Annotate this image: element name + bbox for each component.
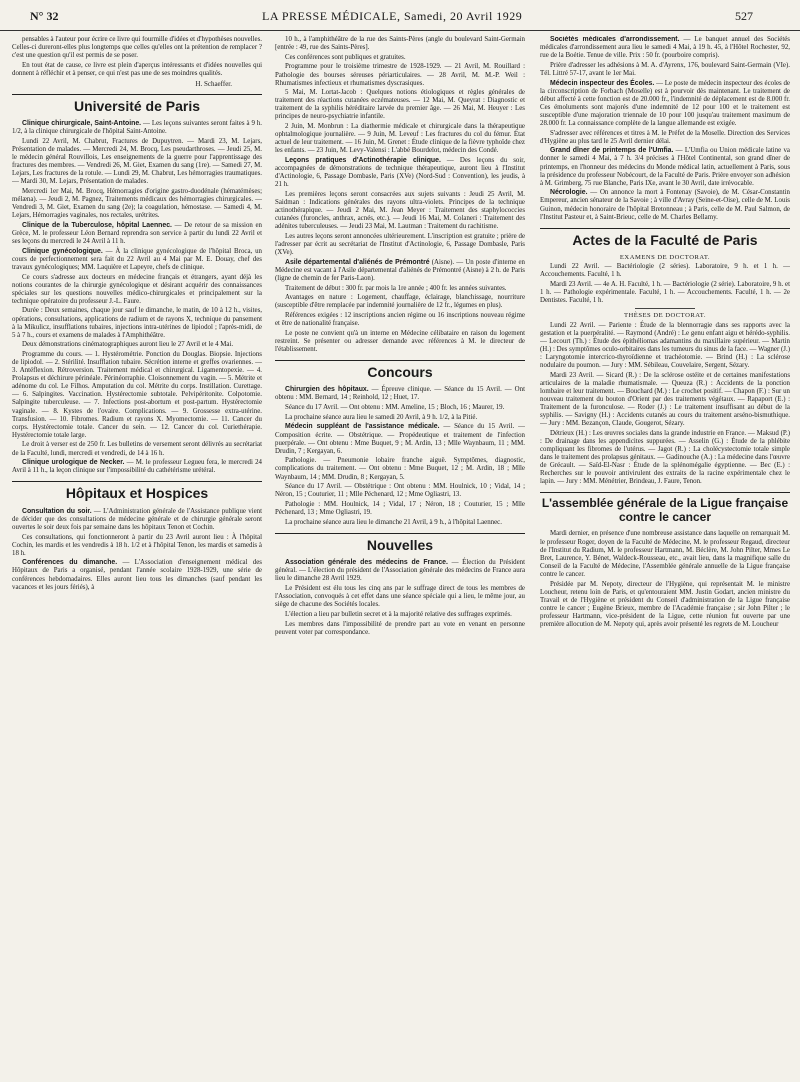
signature: H. Schaeffer.	[195, 79, 232, 88]
news-item	[12, 341, 262, 349]
assemblee-text	[540, 530, 790, 629]
item-text: — À la clinique gynécologique de l'hôpital Broca, un cours de perfectionnement sera fait du 22 Avril au 4 Mai par M. E. Douay, chef des travaux gynécologiques; MM. Laquière et Lapeyre, chefs de clinique.	[12, 247, 262, 271]
news-item	[275, 483, 525, 499]
news-item	[275, 404, 525, 412]
item-text: Les premières leçons seront consacrées aux sujets suivants : Jeudi 25 Avril, M. Saidman : Indications générales des rayons ultra-violets. Principes de la technique actinothérapique. — Jeudi 2 Mai, M. Jean Meyer : Traitement des staphylococcies cutanées (furoncles, anthrax, acnés, etc.). — Jeudi 16 Mai, M. Colaneri : Traitement des adénites tuberculeuses. — Jeudi 23 Mai, M. Lautman : Traitement du rachitisme.	[275, 190, 525, 231]
news-item	[12, 274, 262, 306]
column-right	[540, 36, 790, 1076]
section-title-nouvelles: Nouvelles	[275, 533, 525, 553]
news-item	[275, 285, 525, 293]
news-item	[12, 534, 262, 558]
item-text: — Les leçons suivantes seront faites à 9 h. 1/2, à la clinique chirurgicale de l'hôpital Saint-Antoine.	[12, 120, 262, 136]
these-entry: Détrieux (H.) : Les œuvres sociales dans la grande industrie en France. — Maksud (P.) : De drainage dans les appendicites suppurées. — Asselin (G.) : Étude de la phlébite compliquant les fibromes de l'utérus. — Jagot (R.) : La cholécystectomie totale simple dans le traitement des prolapsus génitaux. — Gadinouche (A.) : La médecine dans l'œuvre de Grécault. — Saïd-El-Nasr : Étude de la splénomégalie égyptienne. — Bec (E.) : Recherches sur le pouvoir antivirulent des extraits de la racine expérimentale chez le lapin. — Jury : MM. Ménétrier, Brindeau, J. Faure, Tenon.	[540, 429, 790, 486]
these-entry: Mardi 23 Avril. — Sicard (R.) : De la sclérose ostéite et de certaines manifestations articulaires de la maladie rhumatismale. — Queuza (R.) : Accidents de la ponction lombaire et leur traitement. — Bouchard (M.) : Le crochet positif. — Chapon (F.) : Sur un nouveau traitement du bouton d'Orient par des traitements végétaux. — Rapaport (E.) : Traitement de la furonculose. — Roder (J.) : Le traitement insuffisant au début de la syphilis. — Savigny (H.) : Accidents cutanés au cours du traitement arséno-bismuthique. — Jury : MM. Bezançon, Claude, Gougerot, Sézary.	[540, 371, 790, 428]
item-heading: Grand dîner de printemps de l'Umfia.	[550, 147, 674, 155]
item-heading: Asile départemental d'aliénés de Prémontré	[285, 258, 430, 266]
page-number: 527	[735, 9, 753, 23]
news-item	[12, 559, 262, 591]
theses-list	[540, 322, 790, 487]
news-item	[12, 248, 262, 272]
item-text: Traitement de début : 300 fr. par mois la 1re année ; 400 fr. les années suivantes.	[285, 284, 507, 292]
news-item	[275, 386, 525, 402]
item-text: La prochaine séance aura lieu le samedi 20 Avril, à 9 h. 1/2, à la Pitié.	[285, 413, 478, 421]
item-text: — On annonce la mort à Fontenay (Savoie), de M. César-Constantin Empereur, ancien sénateur de la Savoie ; à ville d'Avray (Seine-et-Oise), celle de M. Louis Guinon, médecin honoraire de l'hôpital Bretonneau ; à Paris, celle de M. Paul Salmon, de l'Institut Pasteur et, à Saint-Brieuc, celle de M. Charles Bellamy.	[540, 189, 790, 221]
section-title-assemblee: L'assemblée générale de la Ligue française contre le cancer	[540, 492, 790, 524]
news-item	[12, 508, 262, 532]
news-item	[275, 611, 525, 619]
news-item	[275, 519, 525, 527]
examens-label: EXAMENS DE DOCTORAT.	[619, 254, 711, 262]
item-text: S'adresser avec références et titres à M. le Préfet de la Moselle. Direction des Services d'Hygiène au plus tard le 25 Avril dernier délai.	[540, 129, 790, 145]
item-text: Ce cours s'adresse aux docteurs en médecine français et étrangers, ayant déjà les notions courantes de la chirurgie gynécologique et désirant acquérir des connaissances spéciales sur les questions nouvelles médico-chirurgicales et principalement sur la technique opératoire du professeur J.-L. Faure.	[12, 273, 262, 305]
item-text: Lundi 22 Avril, M. Chabrut, Fractures de Dupuytren. — Mardi 23, M. Lejars, Présentation de malades. — Mercredi 24, M. Brocq, Les pseudarthroses. — Jeudi 25, M. le médecin général Rouvillois, Les enseignements de la guerre pour l'apprentissage des fractures des membres. — Vendredi 26, M. Giet, Examen du sang (1re). — Samedi 27, M. Lejars, Les fractures de la rotule. — Lundi 29, M. Chabrut, Les hémorragies traumatiques. — Mardi 30, M. Lejars, Présentation de malades.	[12, 137, 262, 186]
item-text: Prière d'adresser les adhésions à M. A. d'Ayrenx, 176, boulevard Saint-Germain (VIe). Tél. Littré 57-17, avant le 1er Mai.	[540, 61, 790, 77]
section-title-actes: Actes de la Faculté de Paris	[540, 228, 790, 248]
item-heading: Nécrologie.	[550, 189, 588, 197]
item-heading: Consultation du soir.	[22, 507, 92, 515]
item-text: Les membres dans l'impossibilité de prendre part au vote en venant en personne peuvent voter par correspondance.	[275, 620, 525, 636]
news-item	[12, 351, 262, 440]
right-items	[540, 36, 790, 222]
news-item	[12, 120, 262, 136]
news-item	[12, 307, 262, 339]
concours-items	[275, 386, 525, 526]
item-text: Séance du 17 Avril. — Ont obtenu : MM. Ameline, 15 ; Bloch, 16 ; Maurer, 19.	[285, 404, 505, 412]
exam-entry: Lundi 22 Avril. — Bactériologie (2 séries). Laboratoire, 9 h. et 1 h. — Accouchements. Faculté, 1 h.	[540, 263, 790, 279]
news-item	[540, 62, 790, 78]
item-heading: Chirurgien des hôpitaux.	[285, 386, 369, 394]
column-middle	[275, 36, 525, 1076]
item-heading: Sociétés médicales d'arrondissement.	[550, 36, 680, 43]
section-title-hopitaux: Hôpitaux et Hospices	[12, 481, 262, 501]
item-text: Le Président est élu tous les cinq ans par le suffrage direct de tous les membres de l'Association, convoqués à cet effet dans une séance spéciale qui a lieu, le même jour, au siège de chacune des Sociétés locales.	[275, 585, 525, 609]
nouvelles-items	[275, 559, 525, 636]
page-header	[0, 0, 800, 31]
news-item	[275, 330, 525, 354]
exams-list	[540, 263, 790, 305]
item-heading: Clinique de la Tuberculose, hôpital Laennec.	[22, 221, 172, 229]
news-item	[540, 80, 790, 128]
item-text: Références exigées : 12 inscriptions ancien régime ou 16 inscriptions nouveau régime et être de nationalité française.	[275, 312, 525, 328]
intro-text	[12, 36, 262, 78]
item-text: Ces consultations, qui fonctionneront à partir du 23 Avril auront lieu : À l'hôpital Cochin, les mardis et les vendredis à 18 h. 1/2 et à l'hôpital Tenon, les mardis et samedis à 18 h.	[12, 533, 262, 557]
paragraph: 10 h., à l'amphithéâtre de la rue des Saints-Pères (angle du boulevard Saint-Germain [entrée : 49, rue des Saints-Pères].	[275, 36, 525, 52]
item-text: — Épreuve clinique. — Séance du 15 Avril. — Ont obtenu : MM. Bernard, 14 ; Reinhold, 12 ; Huet, 17.	[275, 386, 525, 402]
item-text: L'élection a lieu par bulletin secret et à la majorité relative des suffrages exprimés.	[285, 610, 512, 618]
item-text: Le droit à verser est de 250 fr. Les bulletins de versement seront délivrés au secrétariat de la Faculté, lundi, mercredi et vendredi, de 14 à 16 h.	[12, 441, 262, 457]
news-item	[540, 130, 790, 146]
paragraph: 2 Juin, M. Monbrun : La diathermie médicale et chirurgicale dans la thérapeutique ophtalmologique journalière. — 9 Juin, M. Leveuf : Les fractures du col du fémur. État actuel de leur traitement. — 16 Juin, M. Grenet : Étude clinique de la fièvre typhoïde chez les enfants. — 23 Juin, M. Levy-Valensi : L'abbé Bourdelot, médecin des Condé.	[275, 123, 525, 155]
news-item	[540, 189, 790, 221]
news-item	[540, 147, 790, 187]
paragraph: pensables à l'auteur pour écrire ce livre qui fourmille d'idées et d'hypothèses nouvelles. Celles-ci dureront-elles plus longtemps que celles qu'elles ont la prétention de remplacer ? c'est une question qu'il est permis de se poser.	[12, 36, 262, 60]
news-item	[275, 294, 525, 310]
universite-items	[12, 120, 262, 475]
news-item	[12, 188, 262, 220]
section-title-universite: Université de Paris	[12, 94, 262, 114]
section-title-concours: Concours	[275, 360, 525, 380]
item-text: — L'Association d'enseignement médical des Hôpitaux de Paris a organisé, pendant l'année scolaire 1928-1929, une série de conférences hebdomadaires. Elles auront lieu tous les dimanches (sauf pendant les vacances et les jours fériés), à	[12, 559, 262, 591]
news-item	[275, 423, 525, 455]
item-text: La prochaine séance aura lieu le dimanche 21 Avril, à 9 h., à l'hôpital Laennec.	[285, 518, 502, 526]
paragraph: Mardi dernier, en présence d'une nombreuse assistance dans laquelle on remarquait M. le professeur Roger, doyen de la Faculté de Médecine, M. le professeur Regaud, directeur de l'Institut du Radium, M. le professeur Hartmann, M. Béclère, M. John Pilter, Mmes Le Bret, Laurence, Y. Bénet, Waldeck-Rousseau, etc., avait lieu, dans la magnifique salle du Conseil de la Faculté de Médecine, l'Assemblée générale annuelle de la Ligue française contre le cancer.	[540, 530, 790, 578]
paragraph: En tout état de cause, ce livre est plein d'aperçus intéressants et d'idées nouvelles qui donnent à réfléchir et à penser, ce qui n'est pas une de ses moindres qualités.	[12, 61, 262, 77]
hopitaux-items	[12, 508, 262, 592]
news-item	[12, 222, 262, 246]
item-text: (Aisne). — Un poste d'interne en Médecine est vacant à l'Asile départemental d'aliénés de Prémontré (Aisne) à 2 h. de Paris (ligne de chemin de fer Paris-Laon).	[275, 258, 525, 282]
item-text: — Des leçons du soir, accompagnées de démonstrations de technique thérapeutique, auront lieu à l'Institut d'Actinologie, 6, Passage Dombasle, Paris (XVe) (Nord-Sud : Convention), les jeudis, à 21 h.	[275, 157, 525, 189]
paragraph: Ces conférences sont publiques et gratuites.	[285, 53, 406, 61]
item-text: Séance du 17 Avril. — Obstétrique : Ont obtenu : MM. Houlnick, 10 ; Vidal, 14 ; Néron, 15 ; Couturier, 11 ; Mlle Péchenard, 12 ; Mme Ogliastri, 13.	[275, 483, 525, 499]
item-text: Le poste ne convient qu'à un interne en Médecine célibataire en raison du logement restreint. Se présenter ou adresser demande avec références à M. le directeur de l'établissement.	[275, 329, 525, 353]
news-item	[275, 259, 525, 283]
item-text: Mercredi 1er Mai, M. Brocq, Hémorragies d'origine gastro-duodénale (hématémèses; mélæna). — Jeudi 2, M. Pagnez, Traitements médicaux des hémorragies chirurgicales. — Vendredi 3, M. Giet, Examen du sang (2e); la coagulation, hémostase. — Samedi 4, M. Lejars, Hémorragies vaginales, nos rectales, urétrites.	[12, 187, 262, 220]
news-item	[12, 138, 262, 186]
item-text: Les autres leçons seront annoncées ultérieurement. L'inscription est gratuite ; prière de l'adresser par écrit au secrétariat de l'Institut d'Actinologie, 6, Passage Dombasle, Paris (XVe).	[275, 232, 525, 257]
news-item	[275, 457, 525, 481]
item-heading: Médecin suppléant de l'assistance médicale.	[285, 423, 440, 431]
news-item	[540, 36, 790, 60]
these-entry: Lundi 22 Avril. — Pariente : Étude de la blennorragie dans ses rapports avec la gestation et la puerpéralité. — Raymond (André) : Le genu enfant aigu et hérédo-syphilis. — Lecourt (Th.) : Étude des épithéliomas adamantins du maxillaire supérieur. — Martin (H.) : Des symptômes oculo-orbitaires dans les tumeurs du sinus de la face. — Wagner (J.) : Laryngotomie intercrico-thyroïdienne et trachéotomie. — Brind (H.) : La sclérose nodulaire du poumon. — Jury : MM. Sébileau, Couvelaire, Sergent, Sézary.	[540, 321, 790, 370]
news-item	[275, 414, 525, 422]
paragraph: Programme pour le troisième trimestre de 1928-1929. — 21 Avril, M. Rouillard : Pathologie des bourses séreuses périarticulaires. — 28 Avril, M. M.-P. Weil : Rhumatismes infectieux et rhumatismes dyscrasiques.	[275, 63, 525, 87]
news-item	[12, 441, 262, 457]
item-heading: Médecin inspecteur des Écoles.	[550, 79, 655, 87]
item-text: — L'Umfia ou Union médicale latine va donner le samedi 4 Mai, à 7 h. 3/4 précises à l'Hôtel Continental, son grand dîner de printemps, en l'honneur des médecins du Monde médical latin, actuellement à Paris, sous la présidence du professeur Nobécourt, de la Faculté de Paris. Prière envoyer son adhésion à M. Grimberg, 75 rue Blanche, Paris IXe, avant le 30 Avril, date irrévocable.	[540, 147, 790, 187]
item-text: — Le poste de médecin inspecteur des écoles de la circonscription de Forbach (Moselle) est à pourvoir dès maintenant. Le traitement de début affecté à cette fonction est de 20.000 fr., l'indemnité de déplacement est de 8.000 fr. Ces émoluments sont majorés d'une indemnité de 12 pour 100 et le traitement est susceptible d'une majoration triennale de 10 pour 100 jusqu'au traitement maximum de 28.000 fr. La connaissance complète de la langue allemande est exigée.	[540, 79, 790, 127]
exam-entry: Mardi 23 Avril. — 4e A. H. Faculté, 1 h. — Bactériologie (2 série). Laboratoire, 9 h. et 1 h. — Pathologie expérimentale. Faculté, 1 h. — Accouchements. Faculté, 1 h. — 2e Dentistes. Faculté, 1 h.	[540, 281, 790, 305]
middle-items	[275, 157, 525, 354]
item-text: — M. le professeur Legueu fera, le mercredi 24 Avril à 11 h., la leçon clinique sur l'impossibilité du cathétérisme urétéral.	[12, 459, 262, 475]
item-heading: Clinique gynécologique.	[22, 247, 103, 255]
news-item	[275, 157, 525, 189]
conferences-text	[275, 36, 525, 155]
item-text: — De retour de sa mission en Grèce, M. le professeur Léon Bernard reprendra son service à partir du lundi 22 Avril et ses leçons du mercredi le 24 Avril à 11 h.	[12, 221, 262, 246]
item-heading: Leçons pratiques d'Actinothérapie clinique.	[285, 157, 441, 165]
item-text: — Séance du 15 Avril. — Composition écrite. — Obstétrique. — Propédeutique et traitement de l'infection puerpérale. — Ont obtenu : Mme Buquet, 9 ; M. Ardin, 13 ; Mlle Waynbaum, 11 ; MM. Drudin, 7 ; Kergayan, 6.	[275, 423, 525, 455]
item-heading: Clinique chirurgicale, Saint-Antoine.	[22, 120, 142, 128]
news-item	[275, 559, 525, 583]
news-item	[275, 621, 525, 637]
item-heading: Clinique urologique de Necker.	[22, 459, 125, 467]
news-item	[275, 585, 525, 609]
column-left	[12, 36, 262, 1076]
news-item	[275, 501, 525, 517]
journal-title: LA PRESSE MÉDICALE, Samedi, 20 Avril 1929	[262, 9, 523, 23]
news-item	[275, 233, 525, 257]
item-text: Pathologie. — Pneumonie lobaire franche aiguë. Symptômes, diagnostic, complications du traitement. — Ont obtenu : Mme Buquet, 12 ; M. Ardin, 18 ; Mlle Waynbaum, 14 ; MM. Drudin, 8 ; Kergayan, 5.	[275, 457, 525, 481]
item-text: — Le banquet annuel des Sociétés médicales d'arrondissement aura lieu le samedi 4 Mai, à 19 h. 45, à l'Hôtel Rochester, 92, rue de la Boétie. Tenue de ville. Prix : 50 fr. (pourboire compris).	[540, 36, 790, 60]
paragraph: 5 Mai, M. Lortat-Jacob : Quelques notions étiologiques et règles générales de traitement des réactions cutanées eczémateuses. — 12 Mai, M. Queyrat : Diagnostic et traitement de la syphilis héréditaire larvée du premier âge. — 26 Mai, M. Heuyer : Les principes de neuro-psychiatrie infantile.	[275, 89, 525, 121]
issue-number: N° 32	[30, 9, 59, 23]
theses-label: THÈSES DE DOCTORAT.	[624, 312, 706, 320]
news-item	[275, 191, 525, 231]
item-text: Pathologie : MM. Houlnick, 14 ; Vidal, 17 ; Néron, 18 ; Couturier, 15 ; Mlle Péchenard, 13 ; Mme Ogliastri, 19.	[275, 500, 525, 517]
item-text: Deux démonstrations cinématographiques auront lieu le 27 Avril et le 4 Mai.	[22, 341, 234, 349]
item-text: — Élection du Président général. — L'élection du président de l'Association générale des médecins de France aura lieu le dimanche 28 Avril 1929.	[275, 559, 525, 583]
item-text: Durée : Deux semaines, chaque jour sauf le dimanche, le matin, de 10 à 12 h., visites, opérations, consultations, applications de radium et de rayons X, technique du pansement à la Mikulicz, insufflations tubaires, injections intra-utérines de lipiodol ; l'après-midi, de 5 à 7 h., cours et examens de malades à l'Amphithéâtre.	[12, 307, 262, 339]
item-heading: Conférences du dimanche.	[22, 559, 118, 567]
news-item	[275, 312, 525, 328]
item-text: Programme du cours. — 1. Hystérométrie. Ponction du Douglas. Biopsie. Injections de lipiodol. — 2. Stérilité. Insufflation tubaire. Sécrétion interne et greffes ovariennes. — 3. Antéflexion. Rétroversion. Traitement médical et chirurgical. Ligamentopexie. — 4. Prolapsus et déchirure périnéale. Périnéorraphie. Cloisonnement du vagin. — 5. Métrite et adénome du col. Le Filhos. Amputation du col. Métrite du corps. Instillation. Curettage. — 6. Salpingites. Vaccination. Hystérectomie subtotale. Pelvipéritonite. Colpotomie. Salpingite tuberculeuse. — 7. Infections post-abortum et post-partum. Hystérectomie vaginale. — 8. Kystes de l'ovaire. Complications. — 9. Grossesse extra-utérine. Transfusion. — 10. Fibromes. Radium et rayons X. Myomectomie. — 11. Cancer du corps. Hystérectomie totale. Cancer du sein. — 12. Cancer du col. Curiethérapie. Hystérectomie totale large.	[12, 351, 262, 439]
news-item	[12, 459, 262, 475]
item-text: Avantages en nature : Logement, chauffage, éclairage, blanchissage, nourriture (susceptible d'être remplacée par indemnité journalière de 12 fr., légumes en plus).	[275, 294, 525, 310]
divider	[635, 308, 695, 309]
paragraph: Présidée par M. Nepoty, directeur de l'Hygiène, qui représentait M. le ministre Loucheur, retenu loin de Paris, et qu'entouraient MM. Justin Godart, ancien ministre du Travail et de l'Hygiène et président du Conseil d'administration de la Ligue française contre le cancer ; Eugène Brieux, membre de l'Académie française ; sir John Pilter ; le professeur Hartmann, vice-président de la Ligue, cette réunion fut ouverte par une première allocution de M. Nepoty qui, après avoir présenté les regrets de M. Loucheur	[540, 580, 790, 628]
item-text: — L'Administration générale de l'Assistance publique vient de décider que des consultations de médecine générale et de chirurgie générale seront ouvertes le soir deux fois par semaine dans les hôpitaux Tenon et Cochin.	[12, 507, 262, 531]
item-heading: Association générale des médecins de France.	[285, 559, 448, 567]
